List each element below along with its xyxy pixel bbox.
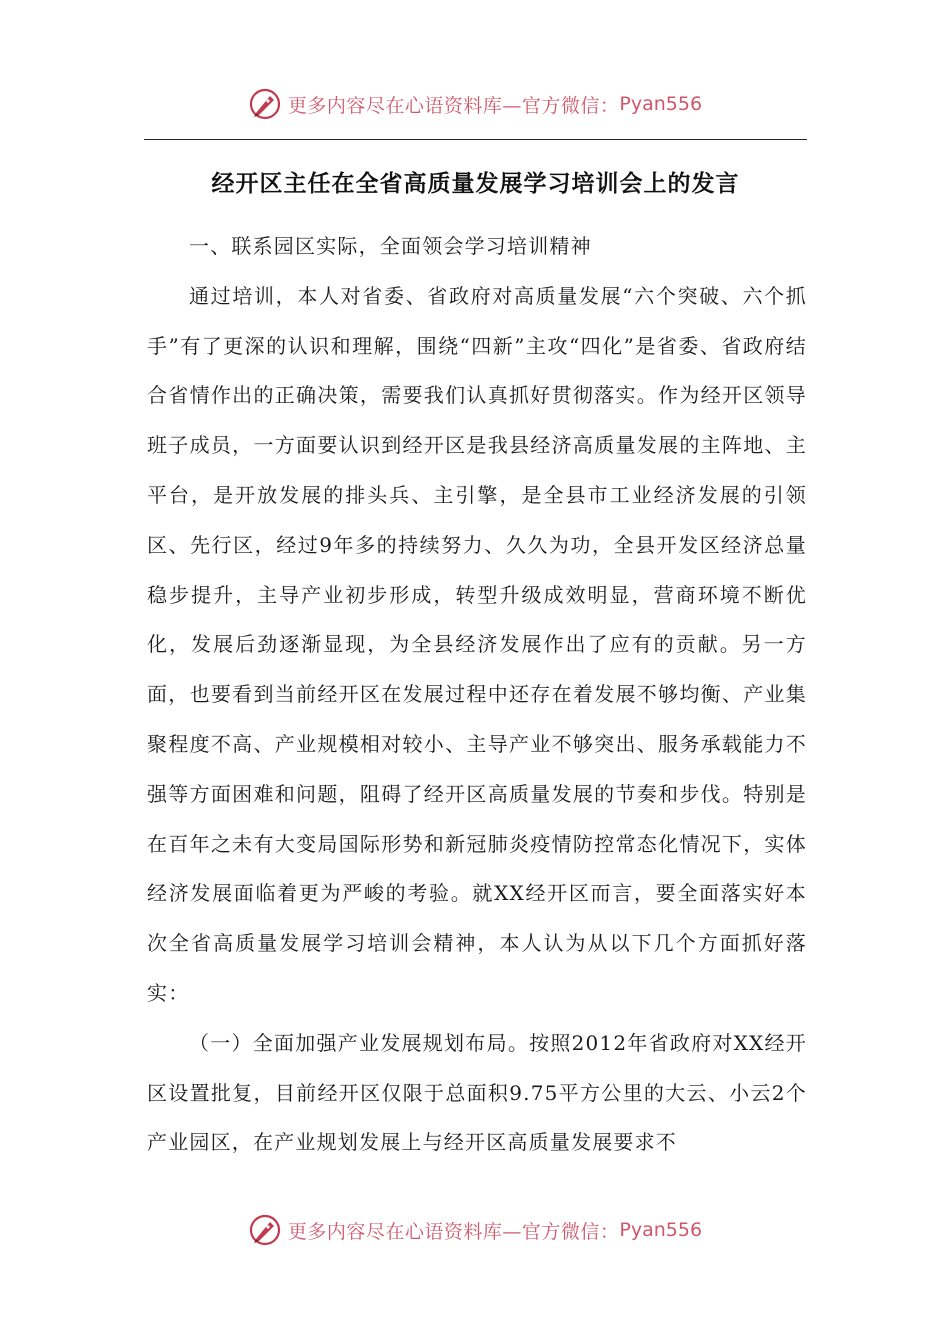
banner-wechat-id: Pyan556 (619, 93, 703, 115)
footer-banner (0, 1210, 950, 1250)
banner-text: 更多内容尽在心语资料库—官方微信： (287, 94, 620, 117)
paragraph: 通过培训，本人对省委、省政府对高质量发展“六个突破、六个抓手”有了更深的认识和理解，围绕“四新”主攻“四化”是省委、省政府结合省情作出的正确决策，需要我们认真抓好贯彻落实。作为经开区领导班子成员，一方面要认识到经开区是我县经济高质量发展的主阵地、主平台，是开放发展的排头兵、主引擎，是全县市工业经济发展的引领区、先行区，经过9年多的持续努力、久久为功，全县开发区经济总量稳步提升，主导产业初步形成，转型升级成效明显，营商环境不断优化，发展后劲逐渐显现，为全县经济发展作出了应有的贡献。另一方面，也要看到当前经开区在发展过程中还存在着发展不够均衡、产业集聚程度不高、产业规模相对较小、主导产业不够突出、服务承载能力不强等方面困难和问题，阻碍了经开区高质量发展的节奏和步伐。特别是在百年之未有大变局国际形势和新冠肺炎疫情防控常态化情况下，实体经济发展面临着更为严峻的考验。就XX经开区而言，要全面落实好本次全省高质量发展学习培训会精神，本人认为从以下几个方面抓好落实： (147, 283, 807, 1005)
pen-nib-logo-icon (248, 1213, 282, 1247)
banner-text: 更多内容尽在心语资料库—官方微信： (287, 1220, 620, 1243)
paragraph: （一）全面加强产业发展规划布局。按照2012年省政府对XX经开区设置批复，目前经开区仅限于总面积9.75平方公里的大云、小云2个产业园区，在产业规划发展上与经开区高质量发展要求不 (147, 1030, 807, 1155)
pen-nib-logo-icon (248, 87, 282, 121)
section-heading: 一、联系园区实际，全面领会学习培训精神 (189, 234, 592, 258)
header-divider (144, 139, 807, 140)
banner-wechat-id: Pyan556 (619, 1219, 703, 1241)
document-body (147, 222, 807, 1168)
header-banner (0, 84, 950, 124)
document-title: 经开区主任在全省高质量发展学习培训会上的发言 (211, 170, 740, 197)
